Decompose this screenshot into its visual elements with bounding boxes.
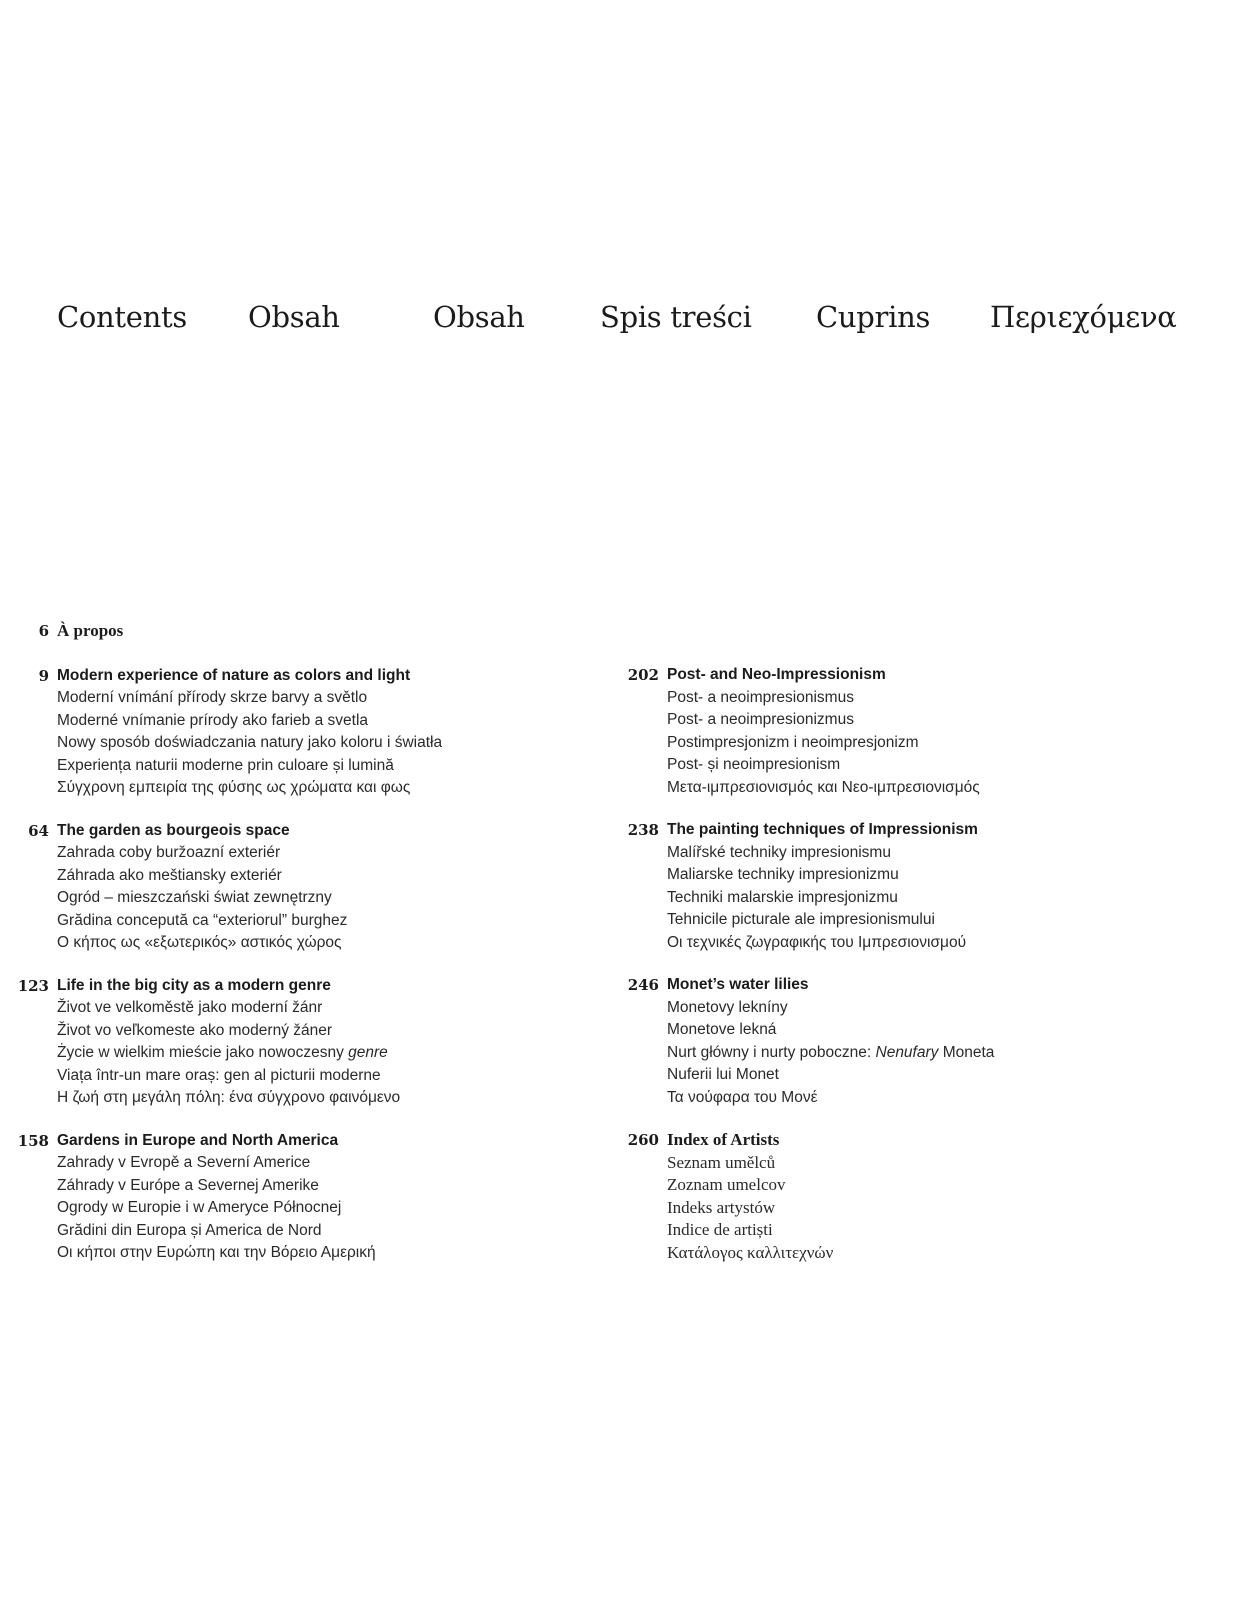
entry-translation-czech: Post- a neoimpresionismus (667, 688, 854, 706)
page-number: 6 (38, 622, 49, 640)
heading-romanian: Cuprins (816, 300, 931, 334)
entry-translation-polish: Techniki malarskie impresjonizmu (667, 888, 898, 906)
entry-translation-greek: Οι τεχνικές ζωγραφικής του Ιμπρεσιονισμού (667, 933, 967, 951)
entry-title: Index of Artists (667, 1130, 780, 1149)
heading-slovak: Obsah (433, 300, 525, 334)
page-number: 260 (627, 1131, 659, 1149)
entry-translation-slovak: Maliarske techniky impresionizmu (667, 866, 899, 883)
entry-title: Post- and Neo-Impressionism (667, 666, 886, 683)
entry-translation-greek: Η ζωή στη μεγάλη πόλη: ένα σύγχρονο φαινόμενο (57, 1089, 401, 1106)
heading-english: Contents (57, 300, 187, 334)
entry-translation-czech: Monetovy lekníny (667, 998, 788, 1016)
entry-translation-czech: Moderní vnímání přírody skrze barvy a světlo (57, 689, 368, 706)
toc-entry[interactable] (610, 664, 1170, 799)
heading-greek: Περιεχόμενα (990, 300, 1177, 334)
entry-translation-polish: Nowy sposób doświadczania natury jako koloru i światła (57, 734, 443, 751)
toc-entry-apropos[interactable] (0, 620, 560, 643)
entry-translation-greek: Μετα-ιμπρεσιονισμός και Νεο-ιμπρεσιονισμός (667, 778, 980, 796)
entry-translation-romanian: Grădina concepută ca “exteriorul” burghez (57, 911, 348, 929)
entry-translation-romanian: Grădini din Europa și America de Nord (57, 1221, 322, 1239)
entry-translation-greek: Οι κήποι στην Ευρώπη και την Βόρειο Αμερική (57, 1244, 376, 1261)
entry-title: À propos (57, 621, 124, 640)
entry-title: Modern experience of nature as colors and light (57, 666, 411, 684)
entry-translation-greek: Σύγχρονη εμπειρία της φύσης ως χρώματα και φως (57, 779, 411, 796)
page-number: 64 (28, 821, 49, 840)
entry-translation-greek: Κατάλογος καλλιτεχνών (667, 1242, 834, 1262)
entry-translation-slovak: Moderné vnímanie prírody ako farieb a svetla (57, 711, 369, 729)
entry-translation-czech: Život ve velkoměstě jako moderní žánr (57, 999, 323, 1016)
page-number: 246 (627, 976, 659, 994)
toc-column-right (610, 664, 1170, 1284)
entry-translation-polish: Życie w wielkim mieście jako nowoczesny genre (57, 1044, 388, 1061)
entry-translation-czech: Seznam umělců (667, 1152, 776, 1172)
entry-translation-slovak: Záhrady v Európe a Severnej Amerike (57, 1176, 319, 1194)
entry-translation-greek: Ο κήπος ως «εξωτερικός» αστικός χώρος (57, 934, 342, 951)
entry-title: The garden as bourgeois space (57, 821, 290, 839)
entry-translation-polish: Indeks artystów (667, 1197, 776, 1217)
entry-title: Gardens in Europe and North America (57, 1131, 339, 1149)
toc-entry[interactable] (0, 975, 560, 1110)
entry-translation-romanian: Nuferii lui Monet (667, 1066, 779, 1083)
entry-translation-slovak: Monetove lekná (667, 1021, 777, 1038)
toc-entry[interactable] (610, 974, 1170, 1109)
entry-title: The painting techniques of Impressionism (667, 821, 978, 838)
entry-translation-slovak: Post- a neoimpresionizmus (667, 711, 854, 728)
entry-translation-czech: Malířské techniky impresionismu (667, 843, 891, 861)
entry-translation-czech: Zahrady v Evropě a Severní Americe (57, 1154, 311, 1171)
page-number: 238 (627, 821, 659, 839)
page-number: 202 (627, 666, 659, 684)
toc-entry[interactable] (610, 819, 1170, 954)
entry-translation-polish: Postimpresjonizm i neoimpresjonizm (667, 733, 919, 751)
page-number: 123 (17, 976, 49, 995)
entry-translation-romanian: Experiența naturii moderne prin culoare și lumină (57, 756, 394, 774)
entry-translation-slovak: Záhrada ako meštiansky exteriér (57, 866, 282, 884)
page-number: 158 (17, 1131, 49, 1150)
heading-czech: Obsah (248, 300, 340, 334)
toc-entry[interactable] (0, 665, 560, 800)
heading-polish: Spis treści (600, 300, 752, 334)
contents-headings (0, 300, 1250, 350)
entry-translation-romanian: Post- și neoimpresionism (667, 756, 841, 773)
entry-translation-romanian: Viața într-un mare oraș: gen al picturii moderne (57, 1066, 381, 1084)
entry-translation-polish: Ogród – mieszczański świat zewnętrzny (57, 889, 332, 906)
entry-translation-romanian: Tehnicile picturale ale impresionismului (667, 911, 935, 928)
toc-column-left (0, 620, 560, 1285)
entry-translation-czech: Zahrada coby buržoazní exteriér (57, 844, 281, 861)
entry-translation-polish: Nurt główny i nurty poboczne: Nenufary Moneta (667, 1043, 995, 1061)
toc-entry[interactable] (0, 1130, 560, 1265)
entry-title: Monet’s water lilies (667, 976, 809, 993)
entry-title: Life in the big city as a modern genre (57, 976, 331, 994)
entry-translation-polish: Ogrody w Europie i w Ameryce Północnej (57, 1199, 342, 1216)
entry-translation-slovak: Život vo veľkomeste ako moderný žáner (57, 1021, 333, 1039)
entry-translation-romanian: Indice de artiști (667, 1220, 773, 1239)
toc-entry-index[interactable] (610, 1129, 1170, 1264)
entry-translation-greek: Τα νούφαρα του Μονέ (667, 1088, 818, 1106)
entry-translation-slovak: Zoznam umelcov (667, 1175, 786, 1194)
page-number: 9 (38, 666, 49, 685)
toc-entry[interactable] (0, 820, 560, 955)
